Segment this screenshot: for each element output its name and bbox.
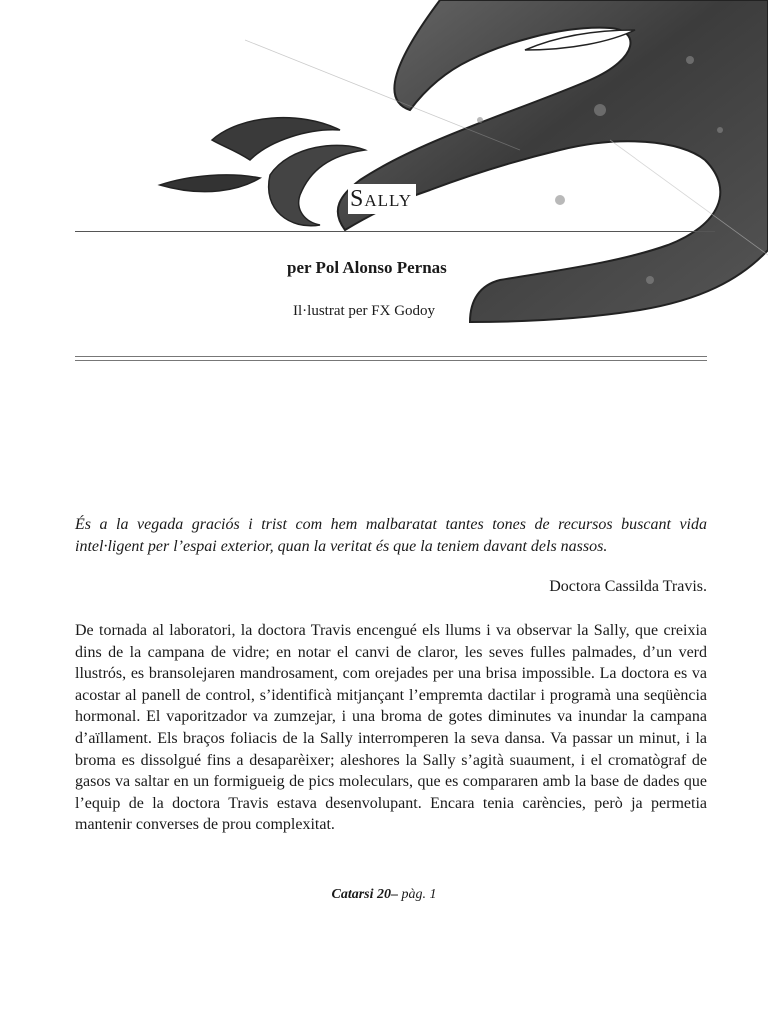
body-paragraph: De tornada al laboratori, la doctora Travis encengué els llums i va observar la Sally, que creixia dins de la campana de vidre; en notar el canvi de claror, les seves fulles palmades, d’un verd llustrós, es bransolejaren mandrosament, com orejades per una brisa impossible. La doctora es va acostar al panell de control, s’identificà mitjançant l’empremta dactilar i programà una seqüència hormonal. El vaporitzador va zumzejar, i una broma de gotes diminutes va inundar la campana d’aïllament. Els braços foliacis de la Sally interromperen la seva dansa. Va passar un minut, i la broma es dissolgué fins a desaparèixer; aleshores la Sally s’agità suaument, i el cromatògraf de gasos va saltar en un formigueig de pics moleculars, que es compararen amb la base de dades que l’equip de la doctora Travis estava desenvolupant. Encara tenia carències, però ja permetia mantenir converses de prou complexitat.: [75, 622, 707, 834]
page-number: pàg. 1: [401, 887, 437, 902]
footer-separator: –: [391, 887, 402, 902]
epigraph-attribution: Doctora Cassilda Travis.: [549, 578, 707, 595]
story-title: Sally: [348, 184, 416, 214]
header-illustration: [0, 0, 768, 340]
epigraph-quote: És a la vegada graciós i trist com hem malbaratat tantes tones de recursos buscant vida intel·ligent per l’espai exterior, quan la veritat és que la teniem davant dels nassos.: [75, 516, 707, 555]
author-line: per Pol Alonso Pernas: [287, 258, 451, 278]
illustrator-line: Il·lustrat per FX Godoy: [293, 303, 439, 320]
page-footer: [0, 887, 768, 903]
tendril-shape: [160, 175, 260, 192]
magazine-name: Catarsi 20: [331, 887, 391, 902]
title-divider: [75, 231, 715, 232]
header-double-rule: [75, 356, 707, 361]
